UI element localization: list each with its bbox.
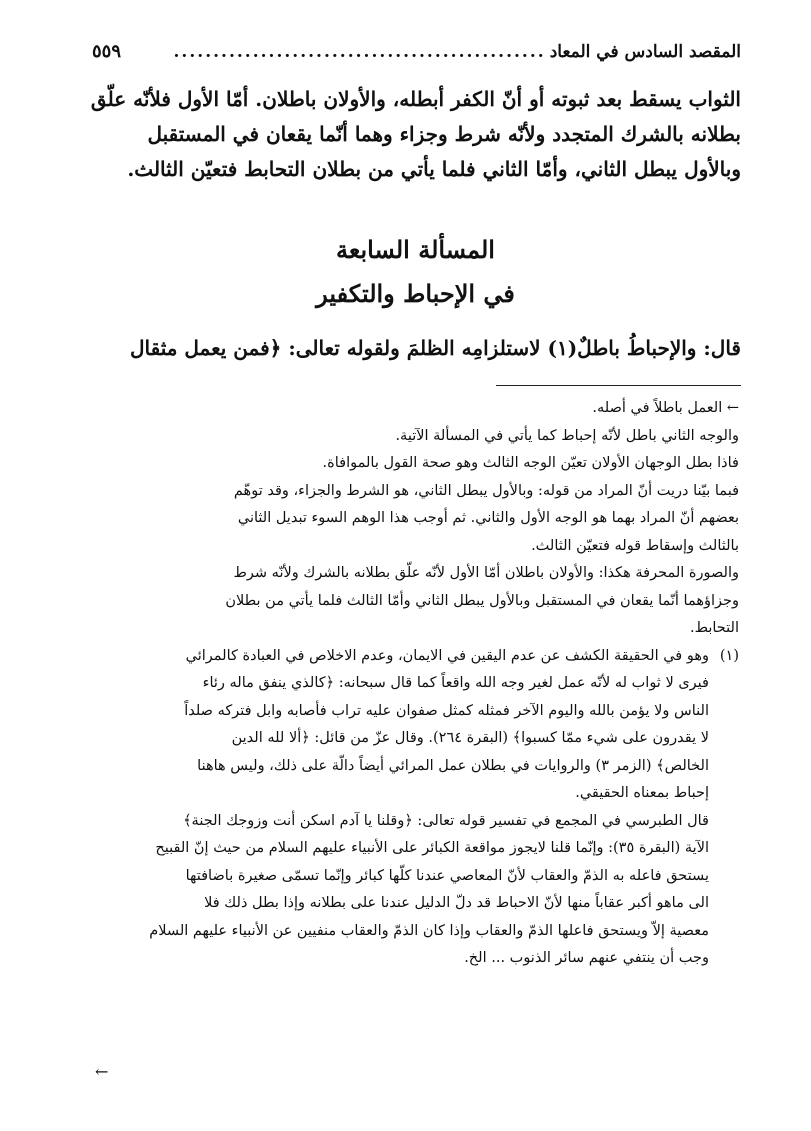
section-heading xyxy=(90,228,741,316)
footnote-line: التحابط. xyxy=(689,620,739,636)
footnote-paragraph xyxy=(92,560,739,643)
footnote-line: ← العمل باطلاً في أصله. xyxy=(592,400,739,416)
footnote-line: إحباط بمعناه الحقيقي. xyxy=(575,785,709,801)
leader-dots: ............................................... xyxy=(173,42,546,62)
footnote-line: والصورة المحرفة هكذا: والأولان باطلان أمّا الأول لأنّه علّق بطلانه بالشرك ولأنّه شرط xyxy=(233,565,739,581)
footnote-line: فبما بيّنا دريت أنّ المراد من قوله: وبالأول يبطل الثاني، هو الشرط والجزاء، وقد توهّم xyxy=(233,482,739,499)
footnote-line: قال الطبرسي في المجمع في تفسير قوله تعالى: ﴿وقلنا يا آدم اسكن أنت وزوجك الجنة﴾ xyxy=(183,812,709,829)
footnote-paragraph xyxy=(92,478,739,561)
main-text-line: بطلانه بالشرك المتجدد ولأنّه شرط وجزاء وهما أنّما يقعان في المستقبل xyxy=(147,122,741,146)
section-subtitle: في الإحباط والتكفير xyxy=(316,279,515,308)
footnote-line: الناس ولا يؤمن بالله واليوم الآخر فمثله كمثل صفوان عليه تراب فأصابه وابل فتركه صلداً xyxy=(184,702,709,719)
footnote-separator xyxy=(496,385,741,386)
page-number: ٥٥٩ xyxy=(92,41,122,62)
footnote-line: الآية (البقرة ٣٥): وإنّما قلنا لايجوز مواقعة الكبائر على الأنبياء عليهم السلام من حيث إنّ القبيح xyxy=(155,840,709,856)
footnote-line: معصية إلاّ ويستحق فاعلها الذمّ والعقاب وإذا كان الذمّ والعقاب منفيين عن الأنبياء عليهم السلام xyxy=(149,922,709,939)
footnote-number: (١) xyxy=(719,647,739,664)
main-text-line: وبالأول يبطل الثاني، وأمّا الثاني فلما يأتي من بطلان التحابط فتعيّن الثالث. xyxy=(127,157,741,181)
footnote-paragraph xyxy=(92,808,739,973)
main-text xyxy=(90,82,741,187)
footnote-line: الخالص﴾ (الزمر ٣) والروايات في بطلان عمل المرائي أيضاً دالّة على ذلك، وليس هاهنا xyxy=(197,757,709,774)
footnote-line: فاذا بطل الوجهان الأولان تعيّن الوجه الثالث وهو صحة القول بالموافاة. xyxy=(322,455,739,471)
running-title: المقصد السادس في المعاد xyxy=(549,42,741,62)
footnote-line: بعضهم أنّ المراد بهما هو الوجه الأول والثاني. ثم أوجب هذا الوهم السوء تبديل الثاني xyxy=(237,510,739,526)
footnote-line: فيرى لا ثواب له لأنّه عمل لغير وجه الله واقعاً كما قال سبحانه: ﴿كالذي ينفق ماله رئاء xyxy=(202,675,709,691)
footnote-line: وجب أن ينتفي عنهم سائر الذنوب ... الخ. xyxy=(464,950,709,966)
footnote-line: يستحق فاعله به الذمّ والعقاب لأنّ المعاصي عندنا كلّها كبائر وإنّما تسمّى صغيرة باضافتها xyxy=(185,867,709,884)
footnote-line: وهو في الحقيقة الكشف عن عدم اليقين في الايمان، وعدم الاخلاص في العبادة كالمرائي xyxy=(185,647,709,664)
footnotes xyxy=(92,395,739,973)
quoted-text: قال: والإحباطُ باطلٌ(١) لاستلزامِه الظلمَ ولقوله تعالى: ﴿فمن يعمل مثقال xyxy=(129,336,741,360)
footnote-line: لا يقدرون على شيء ممّا كسبوا﴾ (البقرة ٢٦٤). وقال عزّ من قائل: ﴿ألا لله الدين xyxy=(231,730,709,746)
footnote-line: والوجه الثاني باطل لأنّه إحباط كما يأتي في المسألة الآتية. xyxy=(395,427,739,444)
section-title: المسألة السابعة xyxy=(336,235,495,264)
main-text-line: الثواب يسقط بعد ثبوته أو أنّ الكفر أبطله، والأولان باطلان. أمّا الأول فلأنّه علّق xyxy=(90,87,741,111)
continue-arrow-icon: ← xyxy=(95,1062,109,1081)
footnote-line: وجزاؤهما أنّما يقعان في المستقبل وبالأول يبطل الثاني وأمّا الثالث فلما يأتي من بطلان xyxy=(225,592,739,609)
footnote-line: الى ماهو أكبر عقاباً منها لأنّ الاحباط قد دلّ الدليل عندنا على بطلانه وإذا بطل ذلك فلا xyxy=(204,895,709,911)
footnote-continuation xyxy=(92,395,739,478)
running-header xyxy=(92,32,741,62)
footnote-line: بالثالث وإسقاط قوله فتعيّن الثالث. xyxy=(531,537,739,554)
footnote-1 xyxy=(92,643,739,808)
